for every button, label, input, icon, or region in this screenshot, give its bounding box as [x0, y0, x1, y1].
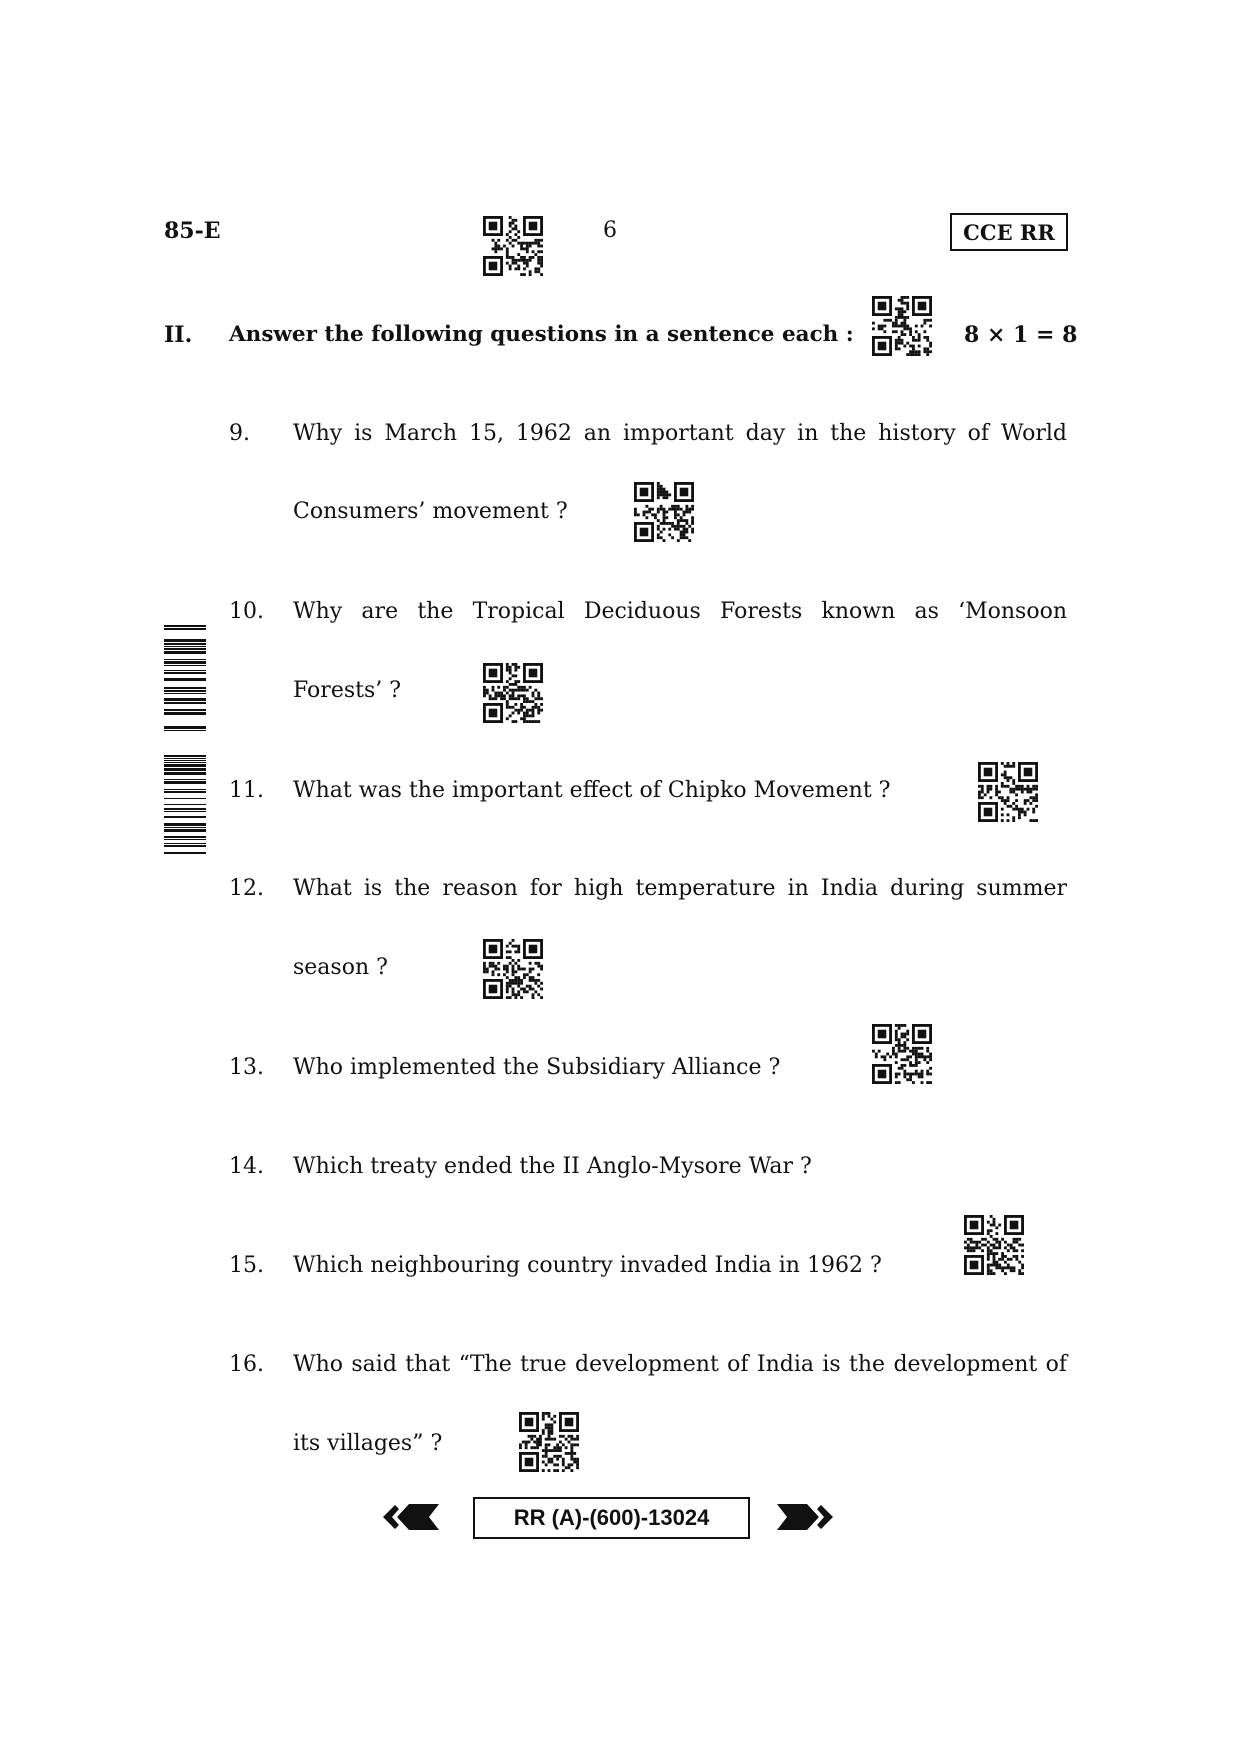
question-text: Which treaty ended the II Anglo-Mysore War ? [293, 1154, 812, 1179]
section-marks: 8 × 1 = 8 [964, 322, 1078, 348]
question-number: 12. [229, 876, 264, 901]
arrow-left-icon [383, 1500, 439, 1534]
question-number: 15. [229, 1253, 264, 1278]
question-number: 9. [229, 421, 250, 446]
question-text: What is the reason for high temperature in India during summer [293, 876, 1067, 901]
question-text: Who implemented the Subsidiary Alliance ? [293, 1055, 781, 1080]
qr-code-icon [634, 482, 694, 542]
qr-code-icon [978, 762, 1038, 822]
qr-code-icon [872, 1024, 932, 1084]
footer-code: RR (A)-(600)-13024 [513, 1505, 710, 1530]
question-text-continued: its villages” ? [293, 1431, 443, 1456]
question-number: 13. [229, 1055, 264, 1080]
question-number: 14. [229, 1154, 264, 1179]
question-text: Who said that “The true development of India is the development of [293, 1352, 1067, 1377]
qr-code-icon [964, 1215, 1024, 1275]
question-text-continued: Consumers’ movement ? [293, 499, 568, 524]
question-number: 10. [229, 599, 264, 624]
qr-code-icon [519, 1412, 579, 1472]
qr-code-icon [872, 296, 932, 356]
footer-code-box [473, 1497, 750, 1539]
arrow-right-icon [777, 1500, 833, 1534]
question-text: Why is March 15, 1962 an important day in the history of World [293, 421, 1067, 446]
question-text: Which neighbouring country invaded India in 1962 ? [293, 1253, 882, 1278]
qr-code-icon [483, 663, 543, 723]
qr-code-icon [483, 939, 543, 999]
barcode-icon [164, 625, 206, 857]
question-text-continued: Forests’ ? [293, 678, 402, 703]
question-text: Why are the Tropical Deciduous Forests known as ‘Monsoon [293, 599, 1067, 624]
paper-code: 85-E [164, 218, 221, 244]
cce-rr-box [950, 213, 1068, 251]
question-number: 16. [229, 1352, 264, 1377]
cce-rr-label: CCE RR [963, 219, 1055, 245]
question-number: 11. [229, 778, 264, 803]
section-instruction: Answer the following questions in a sentence each : [229, 322, 854, 347]
page-number: 6 [603, 218, 617, 243]
qr-code-icon [483, 216, 543, 276]
section-number: II. [164, 322, 193, 348]
question-text: What was the important effect of Chipko Movement ? [293, 778, 891, 803]
question-text-continued: season ? [293, 955, 388, 980]
